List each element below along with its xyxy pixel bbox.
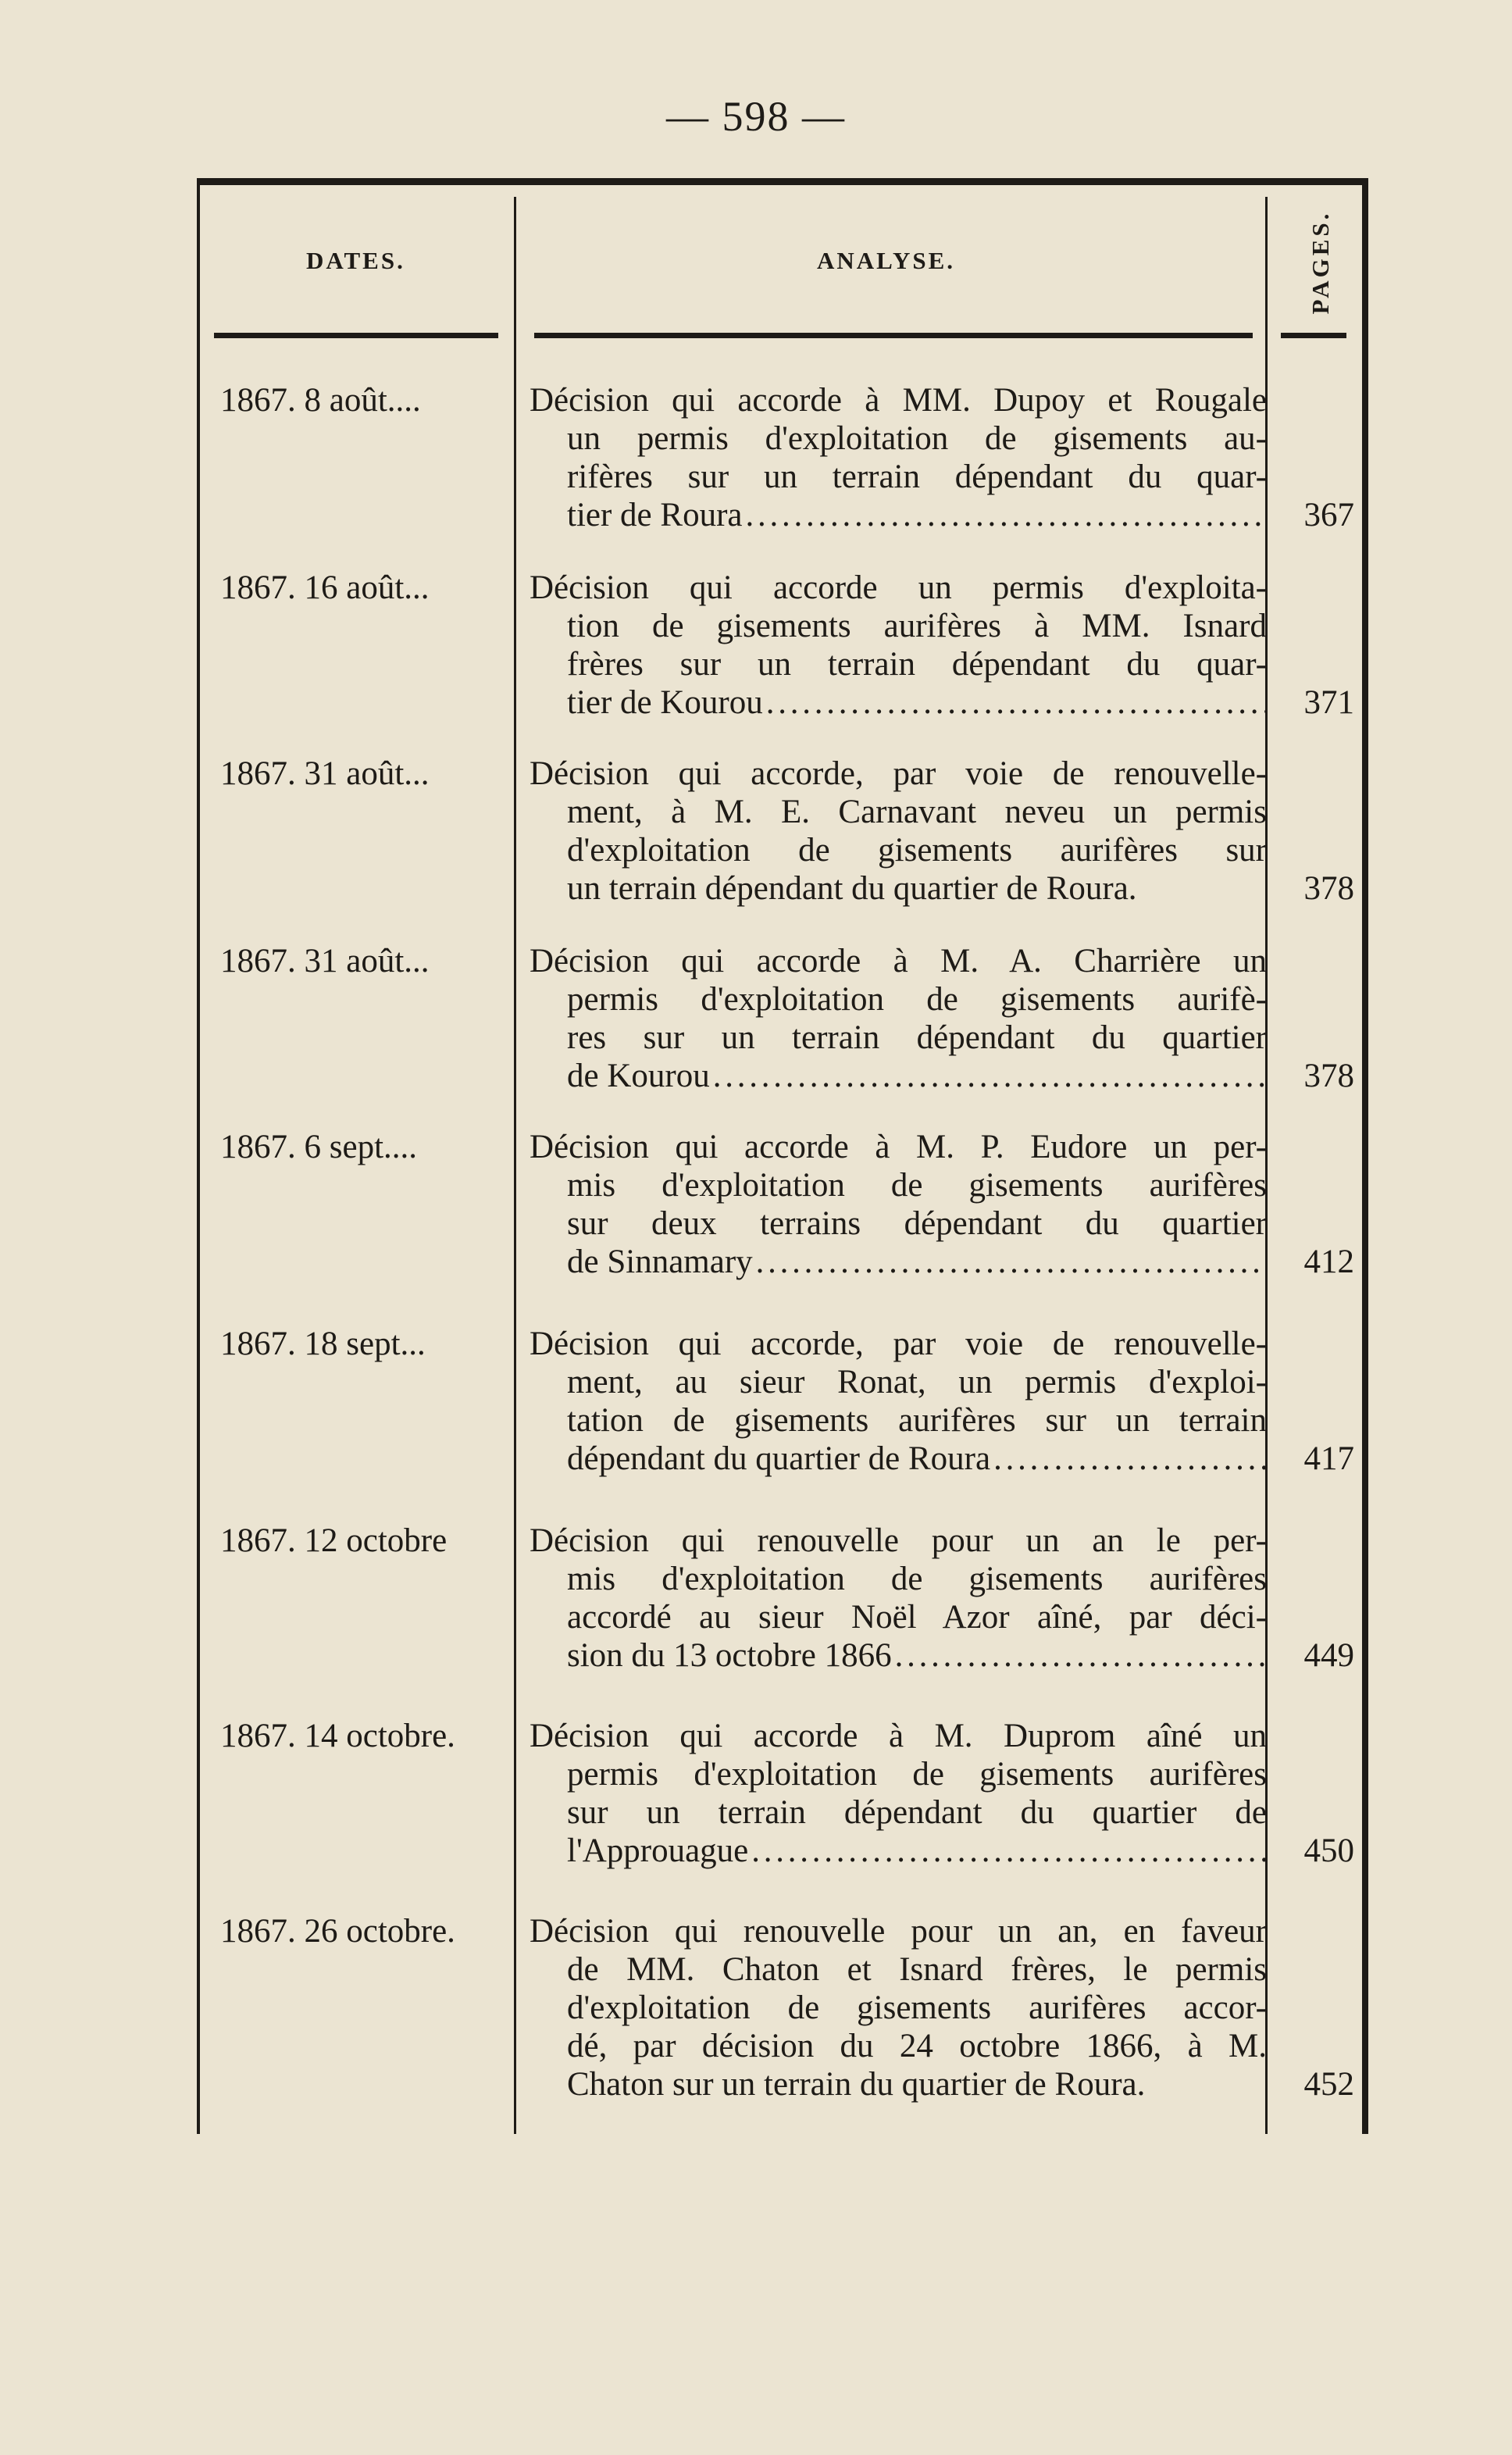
analysis-line: permis d'exploitation de gisements aurifères [567,1756,1267,1793]
analysis-line: Décision qui accorde un permis d'exploita- [530,569,1267,606]
analysis-line: ment, au sieur Ronat, un permis d'exploi- [567,1364,1267,1401]
entry-date: 1867. 31 août... [220,755,430,792]
analysis-line: sion du 13 octobre 1866 . . . [530,1636,1267,1675]
analysis-line: dépendant du quartier de Roura . . . [530,1440,1267,1478]
entry-page-ref: 378 [1303,870,1354,907]
analysis-line: tation de gisements aurifères sur un terrain [567,1402,1267,1439]
leader-dots [751,1832,1267,1870]
analysis-line: ment, à M. E. Carnavant neveu un permis [567,794,1267,830]
analysis-line: Décision qui accorde, par voie de renouvelle- [530,1326,1267,1362]
entry-date: 1867. 12 octobre [220,1522,448,1559]
analysis-line: un permis d'exploitation de gisements au- [567,420,1267,457]
analysis-line: rifères sur un terrain dépendant du quar- [567,459,1267,495]
analysis-line: accordé au sieur Noël Azor aîné, par déci- [567,1599,1267,1636]
analysis-line: frères sur un terrain dépendant du quar- [567,646,1267,683]
entry-date: 1867. 6 sept.... [220,1129,418,1165]
header-rule-pages [1281,333,1346,338]
entry-page-ref: 371 [1303,684,1354,721]
entry-page-ref: 450 [1303,1832,1354,1869]
entry-analysis [530,1717,1267,1870]
analysis-line: Décision qui accorde à M. P. Eudore un per- [530,1129,1267,1165]
leader-dots [993,1440,1267,1478]
entry-date: 1867. 14 octobre. [220,1718,455,1754]
analysis-line: res sur un terrain dépendant du quartier [567,1019,1267,1056]
analysis-line: mis d'exploitation de gisements aurifères [567,1561,1267,1597]
analysis-line: tion de gisements aurifères à MM. Isnard [567,608,1267,644]
analysis-line: Décision qui accorde à M. Duprom aîné un [530,1718,1267,1754]
analysis-line: Décision qui accorde, par voie de renouvelle- [530,755,1267,792]
entry-analysis [530,942,1267,1095]
header-dates: DATES. [306,247,405,274]
leader-dots [895,1636,1267,1675]
leader-dots [756,1243,1267,1281]
analysis-line: Décision qui accorde à M. A. Charrière un [530,943,1267,980]
leader-dots [766,683,1267,722]
leader-dots [745,496,1267,534]
analysis-line: Décision qui renouvelle pour un an, en faveur [530,1913,1267,1950]
header-rule-analyse [534,333,1253,338]
leader-dots [713,1057,1267,1095]
analysis-line: de MM. Chaton et Isnard frères, le permis [567,1951,1267,1988]
analysis-line: Décision qui accorde à MM. Dupoy et Rougale [530,382,1267,419]
analysis-line: Décision qui renouvelle pour un an le per- [530,1522,1267,1559]
analysis-line: un terrain dépendant du quartier de Roura. [567,870,1137,907]
entry-date: 1867. 26 octobre. [220,1913,455,1950]
entry-date: 1867. 18 sept... [220,1326,426,1362]
analysis-line: d'exploitation de gisements aurifères accor- [567,1989,1267,2026]
analysis-line: de Kourou . . . [530,1057,1267,1095]
header-pages: PAGES. [1307,210,1334,315]
entry-page-ref: 367 [1303,497,1354,533]
entry-date: 1867. 16 août... [220,569,430,606]
analysis-line: sur deux terrains dépendant du quartier [567,1205,1267,1242]
header-rule-dates [214,333,498,338]
entry-analysis [530,755,1267,908]
entry-analysis [530,1325,1267,1478]
analysis-line: permis d'exploitation de gisements aurifè- [567,981,1267,1018]
entry-page-ref: 449 [1303,1637,1354,1674]
entry-analysis [530,1912,1267,2104]
entry-analysis [530,569,1267,722]
entry-page-ref: 417 [1303,1440,1354,1477]
header-analyse: ANALYSE. [817,247,956,274]
analysis-line: Chaton sur un terrain du quartier de Roura. [567,2066,1146,2103]
analysis-line: sur un terrain dépendant du quartier de [567,1794,1267,1831]
entry-analysis [530,1128,1267,1281]
analysis-line: tier de Roura . . . [530,496,1267,534]
page-number: — 598 — [666,93,846,140]
entry-page-ref: 412 [1303,1244,1354,1280]
entry-analysis [530,381,1267,534]
analysis-line: l'Approuague . . . [530,1832,1267,1870]
analysis-line: mis d'exploitation de gisements aurifères [567,1167,1267,1204]
analysis-line: de Sinnamary . . . [530,1243,1267,1281]
entry-page-ref: 378 [1303,1058,1354,1094]
entry-page-ref: 452 [1303,2066,1354,2103]
entry-date: 1867. 8 août.... [220,382,421,419]
entry-date: 1867. 31 août... [220,943,430,980]
entry-analysis [530,1522,1267,1675]
analysis-line: dé, par décision du 24 octobre 1866, à M. [567,2028,1267,2064]
analysis-line: tier de Kourou . . . [530,683,1267,722]
analysis-line: d'exploitation de gisements aurifères sur [567,832,1267,869]
